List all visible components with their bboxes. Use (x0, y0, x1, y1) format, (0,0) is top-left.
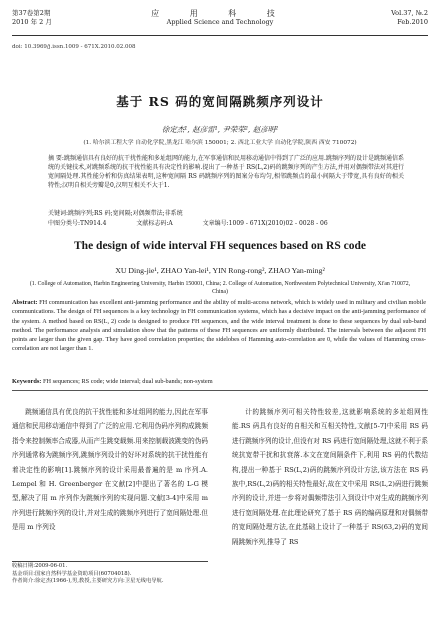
clc-number: 中图分类号:TN914.4 (48, 220, 107, 227)
body-paragraph-right: 计的跳频序列可相关特性较差,这就影响系统的多址组网性能.RS 码具有良好的自相关和互相关特性,文献[5-7]中采用 RS 码进行跳频序列的设计,但没有对 RS 码进行宽间隔处理,这就不利于系统抗宽带干扰和抗衰落.本文在宽间隔条件下,利用 RS 码的代数结构,提出一种基于 RS(L,2)码的跳频序列设计方法,该方法在 RS 码族中,RS(L,2)码的相关特性最好,故在文中采用 RS(L,2)码进行跳频序列的设计,并进一步将对偶频带法引入到设计中对生成的跳频序列进行宽间隔处理.在此理论研究了基于 RS 码的编码原理和对偶频带的宽间隔处理方法,在此基础上设计了一种基于 RS(63,2)码的宽间隔跳频序列,推导了 RS (232, 408, 428, 546)
journal-header (12, 7, 428, 36)
keywords-en-label: Keywords: (12, 378, 42, 385)
body-column-left (12, 405, 208, 535)
doi: doi: 10.3969/j.issn.1009 - 671X.2010.02.008 (12, 44, 136, 50)
keywords-en-text: FH sequences; RS code; wide interval; dual sub-bands; non-system (42, 378, 213, 385)
authors-en: XU Ding-jie¹, ZHAO Yan-lei¹, YIN Rong-rong², ZHAO Yan-ming² (115, 266, 325, 275)
journal-name-zh: 应 用 科 技 (151, 9, 289, 18)
title-zh: 基于 RS 码的宽间隔跳频序列设计 (116, 94, 324, 109)
keywords-en (12, 378, 426, 385)
document-code: 文献标志码:A (136, 220, 173, 227)
volume-issue-zh: 第37卷第2期 (12, 9, 51, 17)
affiliation-zh: (1. 哈尔滨工程大学 自动化学院,黑龙江 哈尔滨 150001; 2. 西北工业大学 自动化学院,陕西 西安 710072) (83, 140, 357, 146)
body-paragraph-left: 跳频通信具有优良的抗干扰性能和多址组网的能力,因此在军事通信和民用移动通信中得到了广泛的应用.它利用伪码序列构成跳频指令来控制频率合成器,从而产生跳变载频.用来控制载波跳变的伪码序列通常称为跳频序列,跳频序列设计的好坏对系统的抗干扰性能有着决定性的影响[1].跳频序列的设计采用最普遍的是 m 序列.A. Lempel 和 H. Greenberger 在文献[2]中提出了著名的 L-G 模型,解决了用 m 序列作为跳频序列的实现问题.文献[3-4]中采用 m 序列进行跳频序列的设计,并对生成的跳频序列进行了宽间隔处理.但是用 m 序列设 (12, 408, 208, 532)
authors-zh: 徐定杰¹, 赵彦雷¹, 尹荣荣², 赵彦明² (161, 125, 279, 134)
abstract-zh: 摘 要:跳频通信具有良好的抗干扰性能和多址组网的能力,在军事通信和民用移动通信中得到了广泛的应用.跳频序列的设计是跳频通信系统的关键技术,对跳频系统的抗干扰性能具有决定性的影响.提出了一种基于 RS(L,2)码的跳频序列的产生方法,并用对偶频带法对其进行宽间隔处理.其性能分析和仿真结果表明,这种宽间隔 RS 码跳频序列的图案分布均匀,相邻跳频点的最小间隔大于带宽,具有良好的相关特性;汉明自相关旁瓣是0,汉明互相关不大于1. (48, 155, 404, 189)
affiliation-en: (1. College of Automation, Harbin Engineering University, Harbin 150001, China; 2. College of Automation, Northwestern Polytechnical University, Xi'an 710072, China) (29, 281, 411, 295)
title-en: The design of wide interval FH sequences based on RS code (74, 240, 366, 252)
footnote: 收稿日期:2009-06-01. 基金项目:国家自然科学基金资助项目(60704018). 作者简介:徐定杰(1966-),男,教授,主要研究方向:卫星无线电导航. (12, 561, 208, 586)
article-number: 文章编号:1009 - 671X(2010)02 - 0028 - 06 (202, 220, 328, 227)
section-divider (12, 390, 428, 391)
body-column-right (232, 405, 428, 549)
classification-info (48, 218, 404, 227)
abstract-en-label: Abstract: (12, 299, 38, 306)
abstract-en (12, 298, 426, 354)
volume-issue-en: Vol.37, №.2 (391, 9, 428, 17)
date-en: Feb.2010 (397, 18, 428, 26)
journal-name-en: Applied Science and Technology (166, 18, 274, 26)
abstract-en-text: FH communication has excellent anti-jamming performance and the ability of multi-access network, which is widely used in military and civilian mobile communications. The design of FH sequences is a key technology in FH communication systems, which has a decisive impact on the anti-jamming performance of the system. A method based on RS(L, 2) code is designed to produce FH sequences, and the wide interval treatment is done to these sequences by dual sub-band method. The performance analysis and simulation show that the patterns of these FH sequences are uniformly distributed. The intervals between the adjacent FH points are larger than the given gap. They have good correlation properties; the sidelobes of Hamming auto-correlation are 0, while the values of Hamming cross-correlation are not larger than 1. (12, 299, 426, 353)
issue-info-en (391, 9, 428, 27)
keywords-zh: 关键词:跳频序列;RS 码;宽间隔;对偶频带法;非系统 (48, 210, 183, 217)
date-zh: 2010 年 2 月 (12, 18, 52, 26)
journal-name (12, 9, 428, 27)
